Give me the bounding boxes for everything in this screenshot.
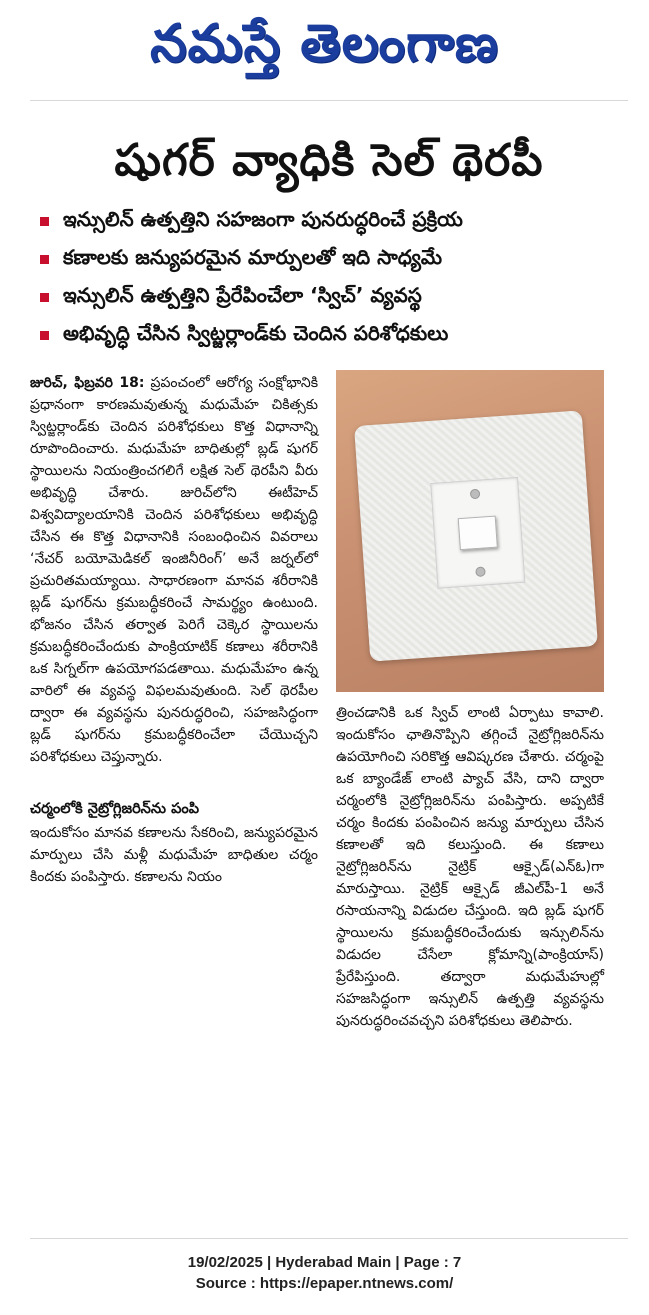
edition-info: 19/02/2025 | Hyderabad Main | Page : 7 xyxy=(187,1254,462,1271)
page-footer xyxy=(0,1252,649,1294)
body-text: ప్రపంచంలో ఆరోగ్య సంక్షోభానికి ప్రధానంగా కారణమవుతున్న మధుమేహ చికిత్సకు స్విట్జర్లాండ్‌కు చెందిన పరిశోధకులు కొత్త విధానాన్ని రూపొందించారు. మధుమేహ బాధితుల్లో బ్లడ్ షుగర్ స్థాయిలను నియంత్రించగలిగే లక్షిత సెల్ థెరపీని వీరు అభివృద్ధి చేశారు. జురిచ్‌లోని ఈటీహెచ్ విశ్వవిద్యాలయానికి చెందిన పరిశోధకులు అభివృద్ధి చేసిన ఈ కొత్త విధానానికి సంబంధించిన వివరాలు ‘నేచర్ బయోమెడికల్ ఇంజినీరింగ్’ అనే జర్నల్‌లో ప్రచురితమయ్యాయి. సాధారణంగా మానవ శరీరానికి బ్లడ్ షుగర్‌ను క్రమబద్ధీకరించే సామర్థ్యం ఉంటుంది. భోజనం చేసిన తర్వాత పెరిగే చెక్కెర స్థాయిలను క్రమబద్ధీకరించేందుకు పాంక్రియాటిక్ కణాలు శరీరానికి ఒక సిగ్నల్‌గా ఉపయోగపడతాయి. మధుమేహం ఉన్న వారిలో ఈ వ్యవస్థ విఫలమవుతుంది. సెల్ థెరపీల ద్వారా ఈ వ్యవస్థను పునరుద్ధరించి, సహజసిద్ధంగా బ్లడ్ షుగర్‌ను క్రమబద్ధీకరించేలా చేయొచ్చని పరిశోధకులు చెప్తున్నారు. xyxy=(30,375,319,765)
body-paragraph: ఇందుకోసం మానవ కణాలను సేకరించి, జన్యుపరమైన మార్పులు చేసి మళ్లీ మధుమేహ బాధితుల చర్మం కిందకు పంపిస్తారు. కణాలను నియం xyxy=(30,825,318,885)
article-column-right xyxy=(336,702,604,1032)
bullet-icon xyxy=(40,293,49,302)
source-link[interactable]: Source : https://epaper.ntnews.com/ xyxy=(195,1275,454,1292)
bottom-divider xyxy=(30,1238,628,1239)
body-paragraph xyxy=(30,372,318,768)
bullet-icon xyxy=(40,331,49,340)
highlight-item xyxy=(40,278,630,316)
bullet-icon xyxy=(40,217,49,226)
highlight-item xyxy=(40,240,630,278)
newspaper-logo: నమస్తే తెలంగాణ xyxy=(150,13,499,74)
highlight-text: అభివృద్ధి చేసిన స్విట్జర్లాండ్‌కు చెందిన పరిశోధకులు xyxy=(63,320,449,345)
highlight-text: కణాలకు జన్యుపరమైన మార్పులతో ఇది సాధ్యమే xyxy=(63,244,443,269)
top-divider xyxy=(30,100,628,101)
dateline: జురిచ్, ఫిబ్రవరి 18: xyxy=(30,375,145,391)
highlight-text: ఇన్సులిన్ ఉత్పత్తిని సహజంగా పునరుద్ధరించే ప్రక్రియ xyxy=(63,206,463,231)
article-photo xyxy=(336,370,604,692)
bandage-patch-image xyxy=(354,410,598,661)
bullet-icon xyxy=(40,255,49,264)
screw-icon xyxy=(475,566,486,577)
highlight-text: ఇన్సులిన్ ఉత్పత్తిని ప్రేరేపించేలా ‘స్విచ్’ వ్యవస్థ xyxy=(63,282,422,307)
switch-rocker xyxy=(458,516,498,551)
highlight-item xyxy=(40,316,630,354)
switch-plate xyxy=(430,477,525,589)
article-headline: షుగర్ వ్యాధికి సెల్ థెరపీ xyxy=(114,135,544,186)
article-column-left xyxy=(30,372,318,888)
highlights-list xyxy=(40,202,630,354)
screw-icon xyxy=(470,489,481,500)
section-subhead: చర్మంలోకి నైట్రోగ్లిజరిన్‌ను పంపి xyxy=(30,801,200,817)
body-paragraph: త్రించడానికి ఒక స్విచ్ లాంటి ఏర్పాటు కావాలి. ఇందుకోసం ఛాతినొప్పిని తగ్గించే నైట్రోగ్లిజరిన్‌ను ఉపయోగించి సరికొత్త ఆవిష్కరణ చేశారు. చర్మంపై ఒక బ్యాండేజ్ లాంటి ప్యాచ్ వేసి, దాని ద్వారా చర్మంలోకి నైట్రోగ్లిజరిన్‌ను పంపిస్తారు. అప్పటికే చర్మం కిందకు పంపించిన జన్యు మార్పులు చేసిన కణాలతో ఇది కలుస్తుంది. ఈ కణాలు నైట్రోగ్లిజరిన్‌ను నైట్రిక్ ఆక్సైడ్(ఎన్ఓ)గా మారుస్తాయి. నైట్రిక్ ఆక్సైడ్ జీఎల్‌పీ-1 అనే రసాయనాన్ని విడుదల చేస్తుంది. ఇది బ్లడ్ షుగర్ స్థాయిలను క్రమబద్ధీకరించేందుకు ఇన్సులిన్‌ను విడుదల చేసేలా క్లోమాన్ని(పాంక్రియాస్) ప్రేరేపిస్తుంది. తద్వారా మధుమేహుల్లో సహజసిద్ధంగా ఇన్సులిన్ ఉత్పత్తి వ్యవస్థను పునరుద్ధరించవచ్చని పరిశోధకులు తెలిపారు. xyxy=(336,705,604,1029)
highlight-item xyxy=(40,202,630,240)
masthead xyxy=(0,0,649,100)
